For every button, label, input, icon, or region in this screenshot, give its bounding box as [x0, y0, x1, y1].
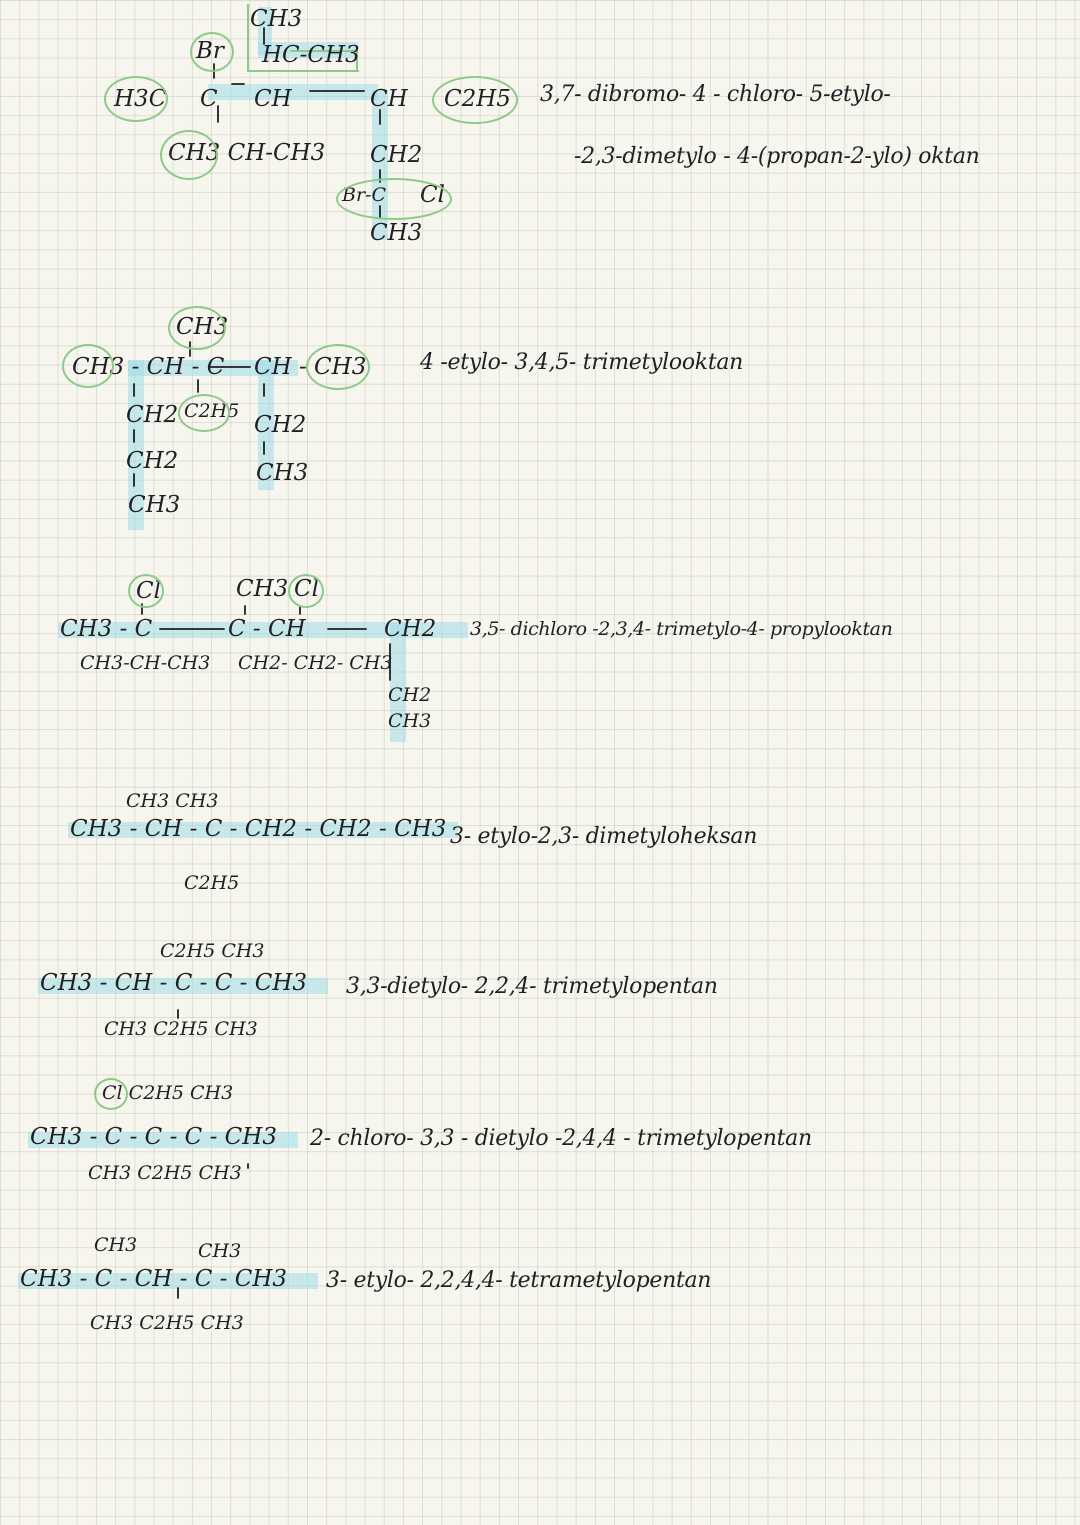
- methyl-ring: [168, 306, 229, 350]
- br-cl-ring: [336, 178, 452, 220]
- ch-carbon-4: CH: [254, 86, 292, 112]
- top-substituent-left: CH3: [94, 1234, 138, 1256]
- isopropyl-group: CH3 CH-CH3: [168, 140, 326, 166]
- h3c-group: H3C: [114, 86, 167, 112]
- ch2-carbon-6: CH2: [126, 402, 179, 428]
- bottom-substituent: C2H5: [184, 872, 240, 894]
- top-substituents: Cl C2H5 CH3: [102, 1082, 234, 1104]
- main-chain: CH3 - CH - C - C - CH3: [40, 970, 308, 996]
- hc-ch3-group: HC-CH3: [262, 42, 360, 68]
- highlight-main-chain: [208, 84, 378, 100]
- h3c-ring: [104, 76, 168, 122]
- chlorine-atom: Cl: [420, 182, 445, 208]
- ethyl-group: C2H5: [184, 400, 240, 422]
- ethyl-group: C2H5: [444, 86, 511, 112]
- main-chain: CH3 - C - C - C - CH3: [30, 1124, 277, 1150]
- ch2-carbon-5: CH2: [384, 616, 437, 642]
- top-substituent-right: CH3: [198, 1240, 242, 1262]
- bottom-substituents: CH3 C2H5 CH3: [104, 1018, 258, 1040]
- ch3-ring: [306, 344, 370, 390]
- c-ch: C - CH: [228, 616, 306, 642]
- methyl-ring: [160, 130, 218, 180]
- chlorine-ring: [128, 574, 164, 608]
- isopropyl-group: CH3-CH-CH3: [80, 652, 211, 674]
- propyl-group: CH2- CH2- CH3: [238, 652, 393, 674]
- ch3-group: CH3: [236, 576, 289, 602]
- left-chain: CH3 - CH - C: [72, 354, 225, 380]
- ch3-group: CH3: [176, 314, 229, 340]
- iupac-name: 2- chloro- 3,3 - dietylo -2,4,4 - trimetylopentan: [310, 1126, 812, 1151]
- ethyl-ring: [432, 76, 518, 124]
- iupac-name: 4 -etylo- 3,4,5- trimetylooktan: [420, 350, 744, 375]
- bottom-substituents: CH3 C2H5 CH3: [88, 1162, 242, 1184]
- top-substituents: C2H5 CH3: [160, 940, 265, 962]
- ch-carbon-5: CH: [370, 86, 408, 112]
- ch3-c: CH3 - C: [60, 616, 153, 642]
- chlorine-atom: Cl: [136, 578, 161, 604]
- iupac-name-line-2: -2,3-dimetylo - 4-(propan-2-ylo) oktan: [574, 144, 980, 169]
- br-c-carbon-7: Br-C: [342, 184, 387, 206]
- iupac-name: 3- etylo- 2,2,4,4- tetrametylopentan: [326, 1268, 712, 1293]
- ch3-carbon-8: CH3: [128, 492, 181, 518]
- ch3-group: CH3: [250, 6, 303, 32]
- bromine-ring: [190, 32, 234, 72]
- ch3-carbon-8: CH3: [388, 710, 432, 732]
- top-substituents: CH3 CH3: [126, 790, 219, 812]
- main-chain: CH3 - CH - C - CH2 - CH2 - CH3: [70, 816, 447, 842]
- ch2-carbon-7: CH2: [126, 448, 179, 474]
- ch3-ring: [62, 344, 114, 388]
- iupac-name: 3,3-dietylo- 2,2,4- trimetylopentan: [346, 974, 718, 999]
- main-chain: CH3 - C - CH - C - CH3: [20, 1266, 288, 1292]
- ch2-carbon-2: CH2: [254, 412, 307, 438]
- chlorine-atom: Cl: [294, 576, 319, 602]
- ch2-carbon-6: CH2: [370, 142, 423, 168]
- bottom-substituents: CH3 C2H5 CH3: [90, 1312, 244, 1334]
- chlorine-ring: [94, 1078, 128, 1110]
- iupac-name-line-1: 3,7- dibromo- 4 - chloro- 5-etylo-: [540, 82, 891, 107]
- chlorine-ring: [288, 574, 324, 608]
- right-ch-ch3: CH - CH3: [254, 354, 367, 380]
- carbon-3: C: [200, 86, 218, 112]
- ch3-carbon-1: CH3: [256, 460, 309, 486]
- iupac-name: 3- etylo-2,3- dimetyloheksan: [450, 824, 758, 849]
- ethyl-ring: [178, 394, 230, 432]
- iupac-name: 3,5- dichloro -2,3,4- trimetylo-4- propylooktan: [470, 618, 893, 640]
- ch2-carbon-7: CH2: [388, 684, 432, 706]
- bromine-atom: Br: [196, 38, 224, 64]
- ch3-carbon-8: CH3: [370, 220, 423, 246]
